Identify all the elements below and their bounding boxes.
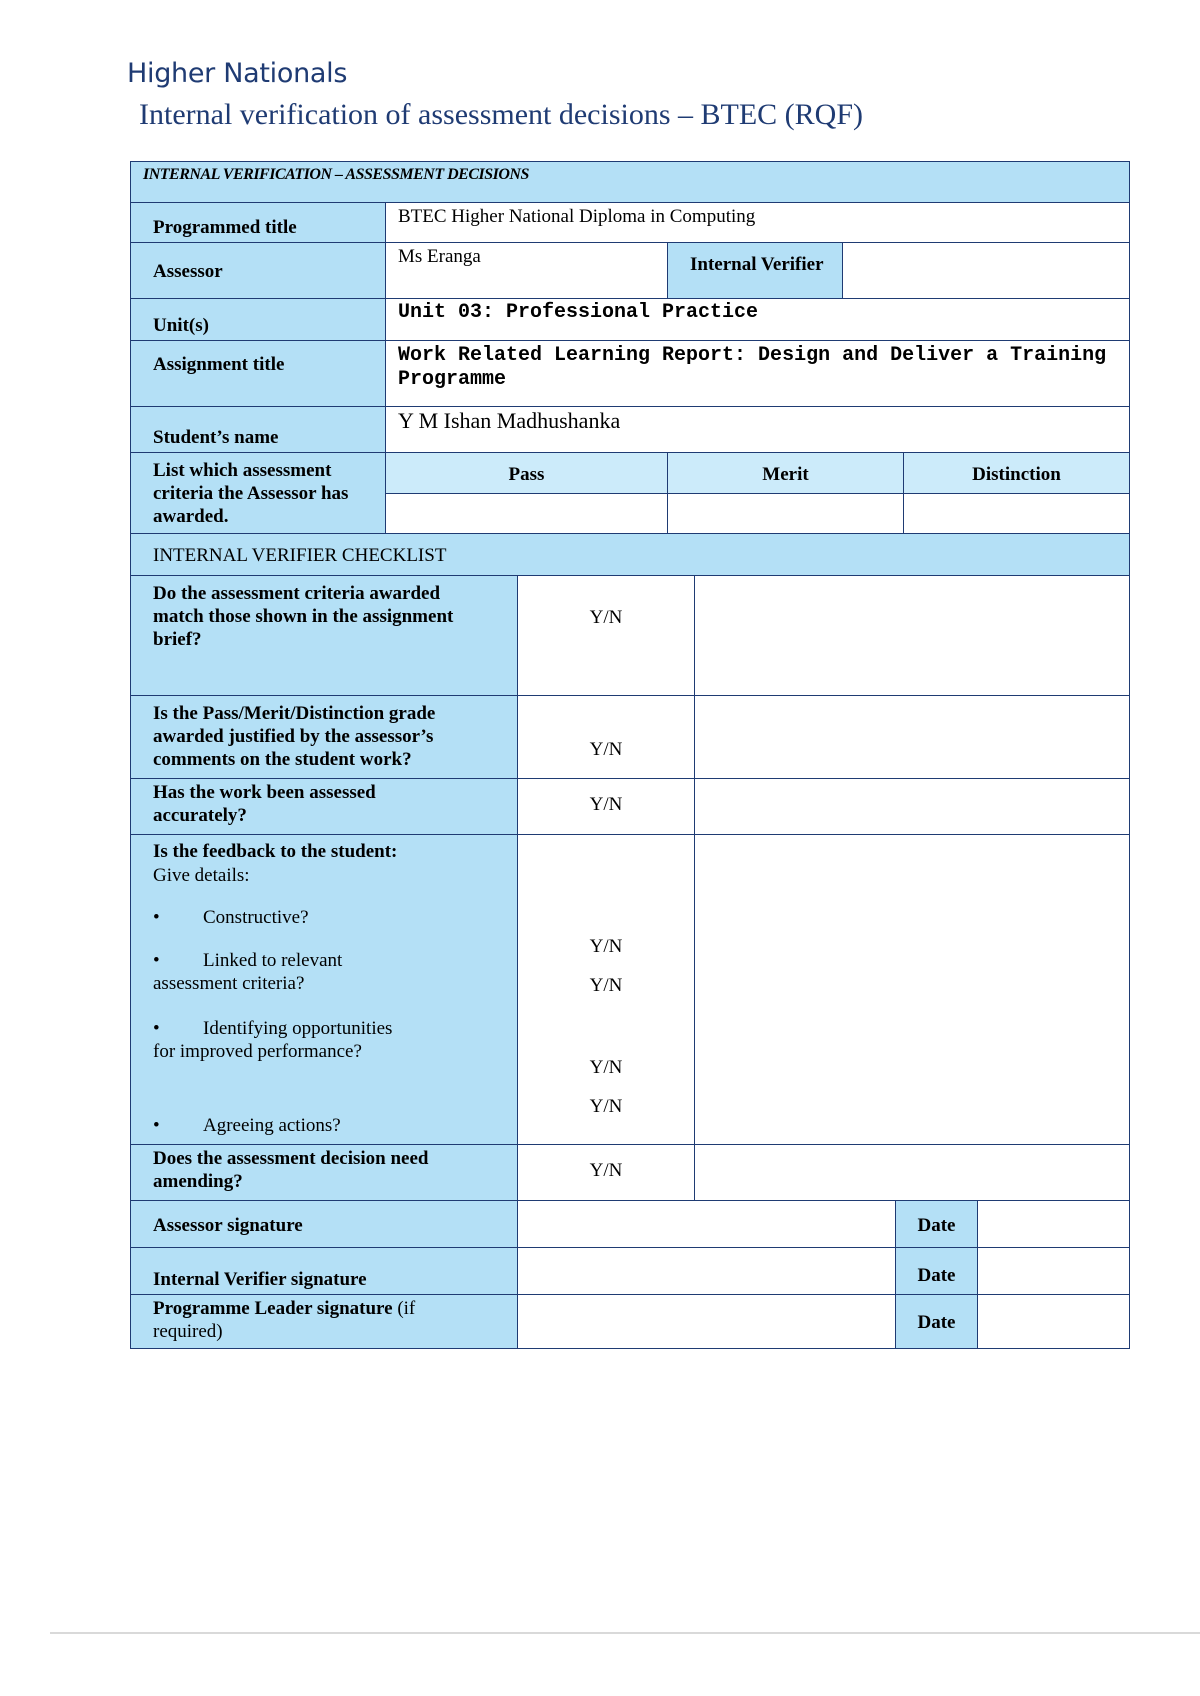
leader-signature-note: (if required) <box>153 1298 416 1342</box>
verifier-signature-field[interactable] <box>517 1247 896 1295</box>
checklist-title: INTERNAL VERIFIER CHECKLIST <box>130 533 1130 576</box>
programme-title-value: BTEC Higher National Diploma in Computing <box>385 202 1130 243</box>
feedback-bullet-constructive: • Constructive? <box>153 907 309 928</box>
feedback-subtitle: Give details: <box>153 865 250 886</box>
bullet-icon: • <box>153 950 160 971</box>
q1-comment-cell[interactable] <box>694 575 1130 696</box>
question-decision-amending: Does the assessment decision need amending? <box>130 1144 518 1201</box>
assignment-title-value: Work Related Learning Report: Design and Deliver a Training Programme <box>385 340 1130 407</box>
merit-criteria-cell[interactable] <box>667 493 904 534</box>
form-banner: INTERNAL VERIFICATION – ASSESSMENT DECISIONS <box>130 161 1130 203</box>
footer-divider <box>50 1632 1200 1634</box>
q4-yn-linked: Y/N <box>589 975 623 996</box>
pass-header: Pass <box>385 452 668 494</box>
verifier-signature-label: Internal Verifier signature <box>130 1247 518 1295</box>
document-heading: Internal verification of assessment decisions – BTEC (RQF) <box>139 98 864 131</box>
leader-date-label: Date <box>895 1294 978 1349</box>
unit-label: Unit(s) <box>130 298 386 341</box>
student-name-value: Y M Ishan Madhushanka <box>385 406 1130 453</box>
q4-yn-identifying: Y/N <box>589 1057 623 1078</box>
brand-title: Higher Nationals <box>127 58 348 89</box>
distinction-criteria-cell[interactable] <box>903 493 1130 534</box>
question-assessed-accurately: Has the work been assessed accurately? <box>130 778 518 835</box>
feedback-title: Is the feedback to the student: <box>153 841 398 862</box>
assessor-date-label: Date <box>895 1200 978 1248</box>
q5-comment-cell[interactable] <box>694 1144 1130 1201</box>
bullet-icon: • <box>153 907 160 928</box>
bullet-icon: • <box>153 1115 160 1136</box>
q2-yn: Y/N <box>589 739 623 760</box>
leader-signature-text: Programme Leader signature <box>153 1298 393 1319</box>
programme-title-label: Programmed title <box>130 202 386 243</box>
question-grade-justified: Is the Pass/Merit/Distinction grade awarded justified by the assessor’s comments on the student work? <box>130 695 518 779</box>
question-criteria-match: Do the assessment criteria awarded match those shown in the assignment brief? <box>130 575 518 696</box>
question-feedback <box>130 834 518 1145</box>
criteria-label: List which assessment criteria the Assessor has awarded. <box>130 452 386 534</box>
q2-yn-cell[interactable] <box>517 695 695 779</box>
q2-comment-cell[interactable] <box>694 695 1130 779</box>
q5-yn: Y/N <box>589 1160 623 1181</box>
assessor-signature-label: Assessor signature <box>130 1200 518 1248</box>
feedback-bullet-agreeing: • Agreeing actions? <box>153 1115 341 1136</box>
student-name-label: Student’s name <box>130 406 386 453</box>
q3-comment-cell[interactable] <box>694 778 1130 835</box>
q5-yn-cell[interactable] <box>517 1144 695 1201</box>
assessor-date-field[interactable] <box>977 1200 1130 1248</box>
verifier-date-label: Date <box>895 1247 978 1295</box>
assessor-label: Assessor <box>130 242 386 299</box>
assignment-title-label: Assignment title <box>130 340 386 407</box>
verifier-date-field[interactable] <box>977 1247 1130 1295</box>
leader-signature-field[interactable] <box>517 1294 896 1349</box>
q4-comment-cell[interactable] <box>694 834 1130 1145</box>
distinction-header: Distinction <box>903 452 1130 494</box>
q1-yn: Y/N <box>589 607 623 628</box>
feedback-bullet-identifying: • Identifying opportunities for improved performance? <box>153 1018 393 1062</box>
q3-yn-cell[interactable] <box>517 778 695 835</box>
unit-value: Unit 03: Professional Practice <box>385 298 1130 341</box>
internal-verifier-label: Internal Verifier <box>667 242 843 299</box>
feedback-bullet-linked: • Linked to relevant assessment criteria? <box>153 950 343 994</box>
leader-date-field[interactable] <box>977 1294 1130 1349</box>
q4-yn-cell[interactable] <box>517 834 695 1145</box>
internal-verifier-value[interactable] <box>842 242 1130 299</box>
q4-yn-constructive: Y/N <box>589 936 623 957</box>
verification-form <box>130 161 1130 1349</box>
assessor-value: Ms Eranga <box>385 242 668 299</box>
pass-criteria-cell[interactable] <box>385 493 668 534</box>
q1-yn-cell[interactable] <box>517 575 695 696</box>
leader-signature-label <box>130 1294 518 1349</box>
merit-header: Merit <box>667 452 904 494</box>
q4-yn-agreeing: Y/N <box>589 1096 623 1117</box>
assessor-signature-field[interactable] <box>517 1200 896 1248</box>
q3-yn: Y/N <box>589 794 623 815</box>
bullet-icon: • <box>153 1018 160 1039</box>
